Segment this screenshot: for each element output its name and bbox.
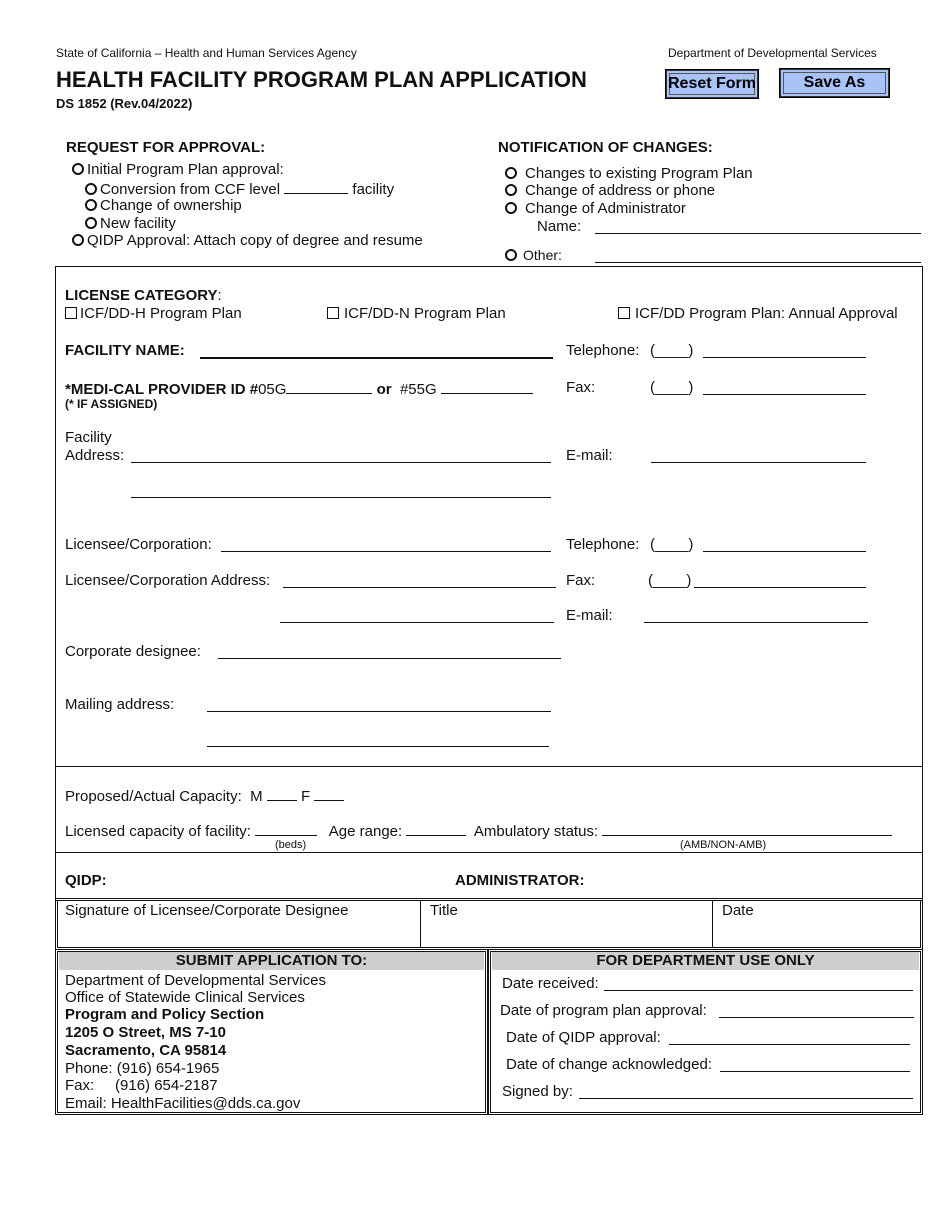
existing-plan-label: Changes to existing Program Plan <box>525 165 753 182</box>
license-heading: LICENSE CATEGORY <box>65 287 218 304</box>
if-assigned-note: (* IF ASSIGNED) <box>65 397 158 411</box>
qidp-option <box>72 232 423 249</box>
signature-label: Signature of Licensee/Corporate Designee <box>65 902 349 919</box>
capacity-f-label: F <box>300 788 311 805</box>
ownership-radio[interactable] <box>85 199 97 211</box>
submit-line-3: Program and Policy Section <box>65 1006 265 1023</box>
title-label: Title <box>430 902 458 919</box>
icf-annual-checkbox[interactable] <box>618 307 630 319</box>
admin-change-radio[interactable] <box>505 202 517 214</box>
address-change-radio[interactable] <box>505 184 517 196</box>
licensee-address-label: Licensee/Corporation Address: <box>65 572 271 589</box>
ownership-label: Change of ownership <box>100 197 242 214</box>
ambulatory-status-input[interactable] <box>602 821 892 836</box>
plan-approval-label: Date of program plan approval: <box>500 1002 707 1019</box>
medi-05g-prefix: 05G <box>258 381 287 398</box>
ccf-level-input[interactable] <box>284 179 348 194</box>
licensed-capacity-row <box>65 821 892 840</box>
existing-plan-option <box>505 165 753 182</box>
other-radio[interactable] <box>505 249 517 261</box>
capacity-row <box>65 786 344 805</box>
conversion-label: Conversion from CCF level <box>100 181 281 198</box>
date-received-input[interactable] <box>604 990 913 991</box>
capacity-m-input[interactable] <box>267 786 297 801</box>
license-heading-row <box>65 287 222 304</box>
age-range-input[interactable] <box>406 821 466 836</box>
initial-radio[interactable] <box>72 163 84 175</box>
signature-divider-2 <box>712 900 713 948</box>
age-range-label: Age range: <box>328 823 403 840</box>
change-ack-input[interactable] <box>720 1071 910 1072</box>
medi-cal-row <box>65 379 533 398</box>
corporate-designee-input[interactable] <box>218 658 561 659</box>
administrator-label: ADMINISTRATOR: <box>455 872 585 889</box>
facility-address-input-1[interactable] <box>131 462 551 463</box>
new-facility-option <box>85 215 176 232</box>
form-number: DS 1852 (Rev.04/2022) <box>56 96 193 111</box>
date-label: Date <box>722 902 754 919</box>
facility-address-label-2: Address: <box>65 447 125 464</box>
staff-divider <box>55 852 923 853</box>
new-facility-label: New facility <box>100 215 176 232</box>
licensed-capacity-input[interactable] <box>255 821 317 836</box>
notification-heading: NOTIFICATION OF CHANGES: <box>498 139 713 156</box>
admin-name-label: Name: <box>537 218 582 235</box>
licensee-telephone-input[interactable] <box>703 551 866 552</box>
medi-55g-prefix: #55G <box>399 381 437 398</box>
icf-n-checkbox[interactable] <box>327 307 339 319</box>
facility-fax-area-code[interactable]: (____) <box>650 379 694 396</box>
icf-h-label: ICF/DD-H Program Plan <box>80 305 242 322</box>
conversion-radio[interactable] <box>85 183 97 195</box>
amb-note: (AMB/NON-AMB) <box>680 839 767 851</box>
other-option <box>505 247 562 263</box>
icf-n-option <box>327 305 506 322</box>
other-label: Other: <box>523 247 562 263</box>
date-received-label: Date received: <box>502 975 599 992</box>
initial-label: Initial Program Plan approval: <box>87 161 284 178</box>
conversion-suffix: facility <box>352 181 395 198</box>
submit-line-4: 1205 O Street, MS 7-10 <box>65 1024 226 1041</box>
qidp-label: QIDP Approval: Attach copy of degree and resume <box>87 232 423 249</box>
save-as-button[interactable]: Save As <box>780 69 889 97</box>
form-title: HEALTH FACILITY PROGRAM PLAN APPLICATION <box>56 67 587 92</box>
facility-email-label: E-mail: <box>566 447 613 464</box>
other-input[interactable] <box>595 262 921 263</box>
submit-phone: Phone: (916) 654-1965 <box>65 1060 220 1077</box>
signed-by-label: Signed by: <box>502 1083 573 1100</box>
capacity-divider <box>55 766 923 767</box>
medi-55g-input[interactable] <box>441 379 533 394</box>
licensee-fax-input[interactable] <box>694 587 866 588</box>
capacity-f-input[interactable] <box>314 786 344 801</box>
admin-name-input[interactable] <box>595 233 921 234</box>
department-name: Department of Developmental Services <box>668 46 877 60</box>
submit-heading: SUBMIT APPLICATION TO: <box>59 952 484 970</box>
proposed-capacity-label: Proposed/Actual Capacity: <box>65 788 242 805</box>
address-change-option <box>505 182 715 199</box>
licensee-email-label: E-mail: <box>566 607 613 624</box>
licensee-address-input-1[interactable] <box>283 587 556 588</box>
licensee-email-input[interactable] <box>644 622 868 623</box>
licensee-telephone-label: Telephone: <box>566 536 640 553</box>
medi-or: or <box>376 381 392 398</box>
licensed-capacity-label: Licensed capacity of facility: <box>65 823 251 840</box>
medi-cal-label: *MEDI-CAL PROVIDER ID # <box>65 381 259 398</box>
licensee-area-code[interactable]: (____) <box>650 536 694 553</box>
icf-annual-option <box>618 305 898 322</box>
signed-by-input[interactable] <box>579 1098 913 1099</box>
icf-h-checkbox[interactable] <box>65 307 77 319</box>
address-change-label: Change of address or phone <box>525 182 716 199</box>
facility-telephone-input[interactable] <box>703 357 866 358</box>
new-facility-radio[interactable] <box>85 217 97 229</box>
qidp-radio[interactable] <box>72 234 84 246</box>
mailing-address-input-1[interactable] <box>207 711 551 712</box>
licensee-fax-area-code[interactable]: (____) <box>648 572 692 589</box>
ambulatory-status-label: Ambulatory status: <box>473 823 599 840</box>
conversion-option <box>85 179 394 198</box>
medi-05g-input[interactable] <box>286 379 372 394</box>
capacity-m-label: M <box>250 788 263 805</box>
icf-h-option <box>65 305 242 322</box>
submit-line-1: Department of Developmental Services <box>65 972 326 989</box>
submit-email: Email: HealthFacilities@dds.ca.gov <box>65 1095 301 1112</box>
facility-address-label-1: Facility <box>65 429 112 446</box>
mailing-address-label: Mailing address: <box>65 696 175 713</box>
submit-line-5: Sacramento, CA 95814 <box>65 1042 227 1059</box>
ownership-option <box>85 197 242 214</box>
initial-option <box>72 161 284 178</box>
license-colon: : <box>217 287 222 304</box>
admin-change-label: Change of Administrator <box>525 200 686 217</box>
facility-name-input[interactable] <box>200 357 553 359</box>
licensee-corp-label: Licensee/Corporation: <box>65 536 212 553</box>
mailing-address-input-2[interactable] <box>207 746 549 747</box>
facility-email-input[interactable] <box>651 462 866 463</box>
dept-use-heading: FOR DEPARTMENT USE ONLY <box>492 952 919 970</box>
corporate-designee-label: Corporate designee: <box>65 643 201 660</box>
signature-divider-1 <box>420 900 421 948</box>
admin-change-option <box>505 200 686 217</box>
change-ack-label: Date of change acknowledged: <box>506 1056 712 1073</box>
icf-annual-label: ICF/DD Program Plan: Annual Approval <box>635 305 898 322</box>
beds-note: (beds) <box>275 839 307 851</box>
facility-name-label: FACILITY NAME: <box>65 342 185 359</box>
licensee-fax-label: Fax: <box>566 572 596 589</box>
qidp-approval-input[interactable] <box>669 1044 910 1045</box>
icf-n-label: ICF/DD-N Program Plan <box>344 305 506 322</box>
licensee-corp-input[interactable] <box>221 551 551 552</box>
submit-fax: Fax: (916) 654-2187 <box>65 1077 218 1094</box>
existing-plan-radio[interactable] <box>505 167 517 179</box>
facility-telephone-label: Telephone: <box>566 342 640 359</box>
request-heading: REQUEST FOR APPROVAL: <box>66 139 266 156</box>
plan-approval-input[interactable] <box>719 1017 914 1018</box>
facility-address-input-2[interactable] <box>131 497 551 498</box>
qidp-approval-label: Date of QIDP approval: <box>506 1029 661 1046</box>
qidp-staff-label: QIDP: <box>65 872 107 889</box>
agency-name: State of California – Health and Human Services Agency <box>56 46 357 60</box>
submit-line-2: Office of Statewide Clinical Services <box>65 989 305 1006</box>
facility-fax-input[interactable] <box>703 394 866 395</box>
licensee-address-input-2[interactable] <box>280 622 554 623</box>
facility-fax-label: Fax: <box>566 379 596 396</box>
reset-form-button[interactable]: Reset Form <box>666 70 758 98</box>
facility-area-code[interactable]: (____) <box>650 342 694 359</box>
